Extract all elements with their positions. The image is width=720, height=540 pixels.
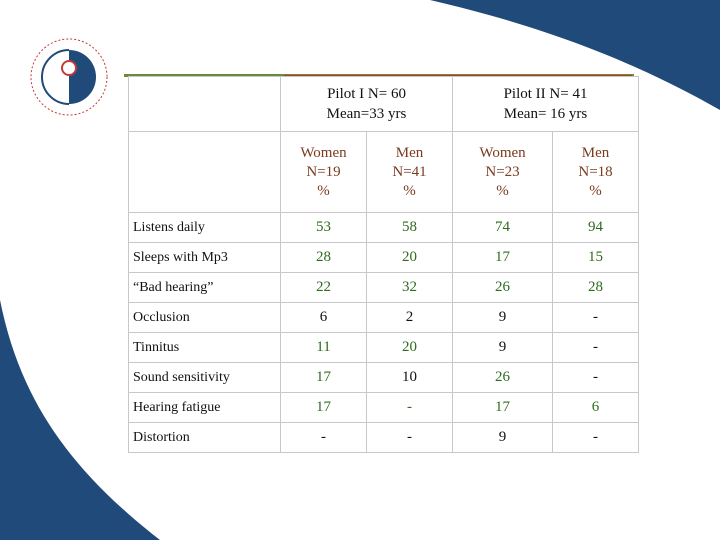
column-unit: % [496, 182, 509, 199]
value-cell: 22 [281, 273, 367, 303]
value-cell: 6 [553, 393, 639, 423]
pilot2-title: Pilot II N= 41 [503, 86, 588, 102]
pilot1-header [281, 77, 453, 132]
value-cell: 94 [553, 213, 639, 243]
column-header [553, 132, 639, 213]
value-cell: 6 [281, 303, 367, 333]
table-row [129, 243, 639, 273]
pilot2-mean: Mean= 16 yrs [503, 106, 588, 122]
value-cell: - [367, 393, 453, 423]
row-label: Sleeps with Mp3 [129, 243, 281, 273]
value-cell: 53 [281, 213, 367, 243]
empty-subheader-cell [129, 132, 281, 213]
table-row [129, 303, 639, 333]
table-row [129, 363, 639, 393]
value-cell: 17 [281, 363, 367, 393]
table-row [129, 423, 639, 453]
row-label: Listens daily [129, 213, 281, 243]
pilot1-mean: Mean=33 yrs [326, 106, 407, 122]
value-cell: 11 [281, 333, 367, 363]
pilot1-title: Pilot I N= 60 [327, 86, 406, 102]
value-cell: 20 [367, 243, 453, 273]
row-label: Tinnitus [129, 333, 281, 363]
value-cell: 26 [453, 273, 553, 303]
row-label: Hearing fatigue [129, 393, 281, 423]
value-cell: 17 [453, 393, 553, 423]
table-row [129, 273, 639, 303]
column-n: N=19 [306, 163, 341, 180]
column-sex: Men [395, 144, 424, 161]
value-cell: - [553, 333, 639, 363]
value-cell: 9 [453, 303, 553, 333]
value-cell: 2 [367, 303, 453, 333]
table-row [129, 393, 639, 423]
column-sex: Men [581, 144, 610, 161]
institution-logo [28, 36, 110, 118]
row-label: Distortion [129, 423, 281, 453]
value-cell: - [367, 423, 453, 453]
group-header-row [129, 77, 639, 132]
value-cell: - [281, 423, 367, 453]
value-cell: 28 [281, 243, 367, 273]
value-cell: 28 [553, 273, 639, 303]
value-cell: 10 [367, 363, 453, 393]
value-cell: 20 [367, 333, 453, 363]
value-cell: 32 [367, 273, 453, 303]
column-header [281, 132, 367, 213]
row-label: “Bad hearing” [129, 273, 281, 303]
pilot2-header [453, 77, 639, 132]
value-cell: 17 [281, 393, 367, 423]
row-label: Occlusion [129, 303, 281, 333]
column-n: N=18 [578, 163, 613, 180]
empty-corner-cell [129, 77, 281, 132]
value-cell: 58 [367, 213, 453, 243]
value-cell: - [553, 303, 639, 333]
value-cell: 74 [453, 213, 553, 243]
column-sex: Women [479, 144, 526, 161]
column-unit: % [317, 182, 330, 199]
column-header [453, 132, 553, 213]
results-table-container [128, 76, 638, 445]
column-n: N=41 [392, 163, 427, 180]
column-sex: Women [300, 144, 347, 161]
table-row [129, 333, 639, 363]
results-table [128, 76, 639, 453]
value-cell: 15 [553, 243, 639, 273]
row-label: Sound sensitivity [129, 363, 281, 393]
column-unit: % [403, 182, 416, 199]
table-row [129, 213, 639, 243]
value-cell: - [553, 423, 639, 453]
value-cell: 26 [453, 363, 553, 393]
value-cell: 9 [453, 423, 553, 453]
value-cell: 9 [453, 333, 553, 363]
column-n: N=23 [485, 163, 520, 180]
column-header-row [129, 132, 639, 213]
value-cell: - [553, 363, 639, 393]
value-cell: 17 [453, 243, 553, 273]
column-unit: % [589, 182, 602, 199]
column-header [367, 132, 453, 213]
